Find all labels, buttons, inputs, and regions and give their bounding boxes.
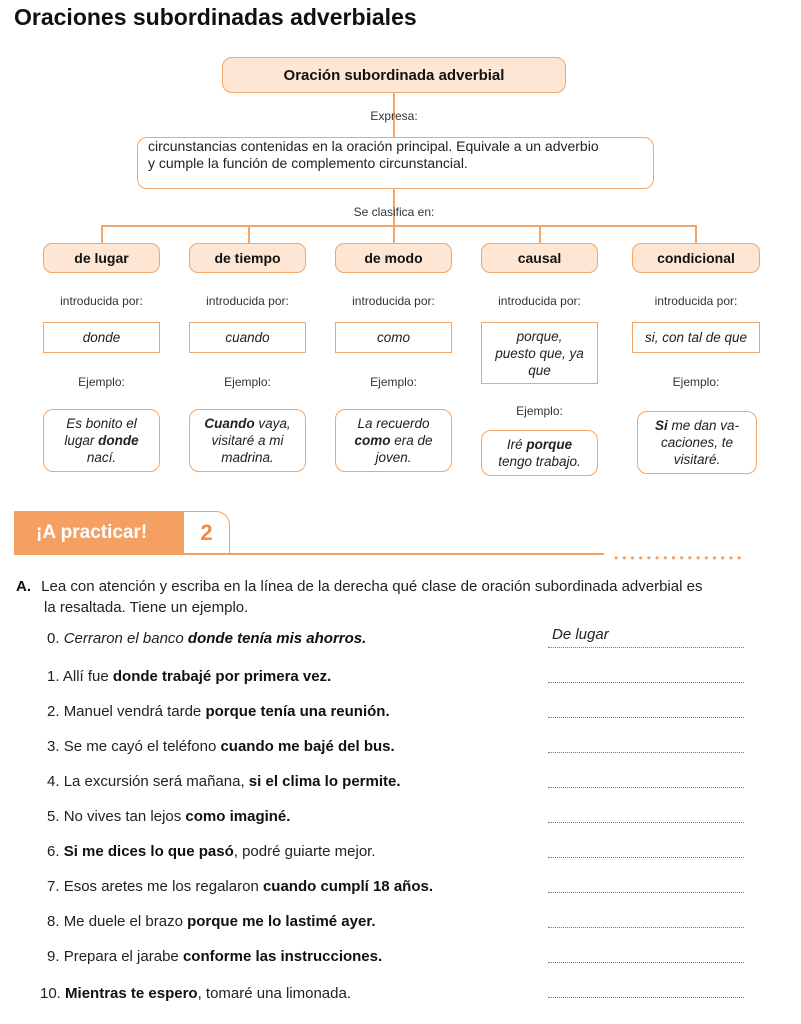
intro-box-condicional — [632, 322, 760, 353]
ejemplo-label: Ejemplo: — [224, 375, 271, 389]
connector-line — [101, 225, 696, 227]
introducida-label: introducida por: — [498, 294, 581, 308]
answer-line-4[interactable] — [548, 773, 744, 788]
exercise-item-0: 0. Cerraron el banco donde tenía mis ahorros. — [47, 630, 367, 647]
example-line: nací. — [86, 450, 117, 465]
example-box-modo — [335, 409, 452, 472]
intro-box-tiempo — [189, 322, 306, 353]
example-box-condicional — [637, 411, 757, 474]
example-line: visitaré. — [673, 452, 721, 467]
intro-text: si, con tal de que — [644, 330, 748, 345]
ejemplo-label: Ejemplo: — [370, 375, 417, 389]
example-line: Es bonito el — [66, 416, 137, 431]
exercise-item-4: 4. La excursión será mañana, si el clima lo permite. — [47, 773, 401, 790]
section-title: ¡A practicar! — [36, 522, 148, 543]
category-label: de tiempo — [214, 250, 281, 266]
answer-line-3[interactable] — [548, 738, 744, 753]
connector-line — [695, 225, 697, 243]
example-line: caciones, te — [660, 435, 734, 450]
example-box-lugar — [43, 409, 160, 472]
exercise-item-10: 10. Mientras te espero, tomaré una limonada. — [40, 985, 351, 1002]
exercise-item-9: 9. Prepara el jarabe conforme las instrucciones. — [47, 948, 383, 965]
category-box-tiempo — [189, 243, 306, 273]
category-label: causal — [517, 250, 562, 266]
description-line-1: circunstancias contenidas en la oración principal. Equivale a un adverbio — [148, 138, 599, 154]
answer-line-9[interactable] — [548, 948, 744, 963]
intro-text: como — [376, 330, 410, 345]
description-line-2: y cumple la función de complemento circunstancial. — [148, 155, 468, 171]
answer-line-6[interactable] — [548, 843, 744, 858]
connector-line — [539, 225, 541, 243]
exercise-item-8: 8. Me duele el brazo porque me lo lastimé ayer. — [47, 913, 376, 930]
intro-text: puesto que, ya — [495, 345, 584, 361]
intro-text: cuando — [225, 330, 270, 345]
intro-box-lugar — [43, 322, 160, 353]
answer-line-2[interactable] — [548, 703, 744, 718]
introducida-label: introducida por: — [352, 294, 435, 308]
example-box-tiempo — [189, 409, 306, 472]
exercise-item-5: 5. No vives tan lejos como imaginé. — [47, 808, 291, 825]
exercise-letter: A. — [16, 578, 31, 595]
example-line: lugar donde — [64, 433, 139, 448]
description-box — [137, 137, 654, 189]
ejemplo-label: Ejemplo: — [78, 375, 125, 389]
ejemplo-label: Ejemplo: — [516, 404, 563, 418]
section-divider — [14, 553, 604, 555]
ejemplo-label: Ejemplo: — [672, 375, 720, 389]
answer-line-0[interactable] — [548, 633, 744, 648]
intro-box-causal — [481, 322, 598, 384]
introducida-label: introducida por: — [206, 294, 289, 308]
example-line: madrina. — [221, 450, 274, 465]
diagram-head-text: Oración subordinada adverbial — [283, 66, 505, 84]
example-line: como era de — [354, 433, 433, 448]
instruction-line-2: la resaltada. Tiene un ejemplo. — [44, 599, 249, 616]
category-box-causal — [481, 243, 598, 273]
page-title: Oraciones subordinadas adverbiales — [14, 4, 417, 30]
example-line: visitaré a mi — [211, 433, 284, 448]
diagram-head-box — [222, 57, 566, 93]
exercise-item-1: 1. Allí fue donde trabajé por primera vez. — [47, 668, 332, 685]
category-box-condicional — [632, 243, 760, 273]
answer-line-7[interactable] — [548, 878, 744, 893]
answer-line-5[interactable] — [548, 808, 744, 823]
exercise-item-2: 2. Manuel vendrá tarde porque tenía una reunión. — [47, 703, 390, 720]
example-line: Cuando vaya, — [204, 416, 291, 431]
category-label: de modo — [364, 250, 423, 266]
category-box-modo — [335, 243, 452, 273]
connector-line — [248, 225, 250, 243]
category-label: condicional — [657, 250, 735, 266]
dotted-ornament: •••••••••••••••• — [614, 551, 746, 565]
category-box-lugar — [43, 243, 160, 273]
answer-line-8[interactable] — [548, 913, 744, 928]
category-label: de lugar — [74, 250, 129, 266]
introducida-label: introducida por: — [654, 294, 738, 308]
example-line: tengo trabajo. — [498, 454, 581, 469]
clasifica-label: Se clasifica en: — [353, 205, 435, 219]
introducida-label: introducida por: — [60, 294, 143, 308]
intro-box-modo — [335, 322, 452, 353]
intro-text: que — [528, 362, 551, 378]
connector-line — [393, 225, 395, 243]
intro-text: donde — [82, 330, 121, 345]
exercise-item-6: 6. Si me dices lo que pasó, podré guiarte mejor. — [47, 843, 376, 860]
example-line: Si me dan va- — [654, 418, 740, 433]
expresa-label: Expresa: — [370, 109, 418, 123]
section-number: 2 — [184, 511, 230, 555]
exercise-item-3: 3. Se me cayó el teléfono cuando me bajé del bus. — [47, 738, 395, 755]
example-box-causal — [481, 430, 598, 476]
example-line: joven. — [375, 450, 412, 465]
connector-line — [101, 225, 103, 243]
intro-text: porque, — [516, 328, 563, 344]
instruction-line-1: Lea con atención y escriba en la línea de la derecha qué clase de oración subordinada adverbial es — [41, 578, 703, 595]
example-answer: De lugar — [552, 626, 609, 643]
answer-line-1[interactable] — [548, 668, 744, 683]
exercise-instruction — [16, 576, 786, 618]
example-line: Iré porque — [506, 437, 573, 452]
answer-line-10[interactable] — [548, 983, 744, 998]
exercise-item-7: 7. Esos aretes me los regalaron cuando cumplí 18 años. — [47, 878, 433, 895]
example-line: La recuerdo — [357, 416, 430, 431]
